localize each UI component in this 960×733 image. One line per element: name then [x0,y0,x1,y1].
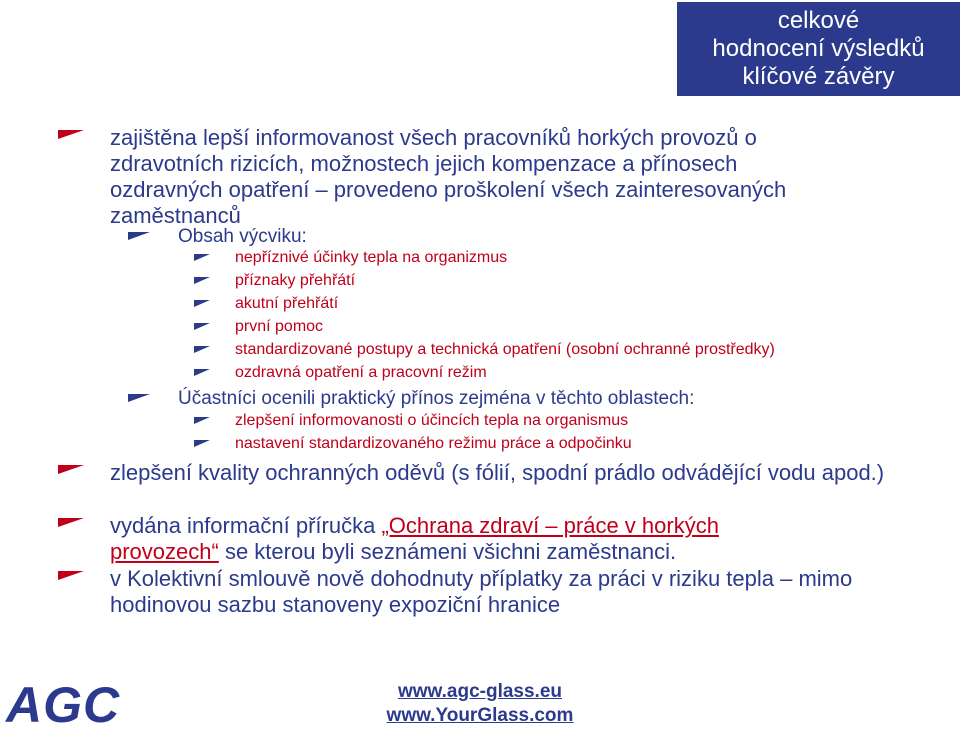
agc-glass-link[interactable]: www.agc-glass.eu [397,681,562,702]
benefit-item: zlepšení informovanosti o účincích tepla na organismus [235,412,629,429]
point-kolektivni-smlouva: v Kolektivní smlouvě nově dohodnuty příplatky za práci v riziku tepla – mimo hodinovou sazbu stanoveny expoziční hranice [110,566,853,617]
bullet-icon [128,394,150,402]
training-heading: Obsah výcviku: [178,226,307,247]
title-line-2: hodnocení výsledků [712,35,925,62]
training-item: nepříznivé účinky tepla na organizmus [235,249,508,266]
training-item: příznaky přehřátí [235,272,356,289]
benefit-item: nastavení standardizovaného režimu práce a odpočinku [235,435,632,452]
training-item: akutní přehřátí [235,295,339,312]
bullet-icon [194,254,210,261]
bullet-icon [194,369,210,376]
title-line-3: klíčové závěry [742,63,895,90]
bullet-icon [58,465,84,474]
bullet-icon [128,232,150,240]
bullet-icon [194,417,210,424]
point-prirucka [110,513,810,565]
bullet-icon [58,518,84,527]
point-informovanost: zajištěna lepší informovanost všech pracovníků horkých provozů o zdravotních rizicích, možnostech jejich kompenzace a přínosech ozdravných opatření – provedeno proškolení všech zainteresovaných zaměstnanců [110,125,787,228]
training-item: standardizované postupy a technická opatření (osobní ochranné prostředky) [235,341,775,358]
bullet-icon [194,440,210,447]
handbook-title: „Ochrana zdraví – práce v horkých provozech“ [110,513,719,564]
yourglass-link[interactable]: www.YourGlass.com [386,705,574,726]
bullet-icon [194,277,210,284]
point-prirucka-prefix: vydána informační příručka [110,513,382,538]
point-prirucka-suffix: se kterou byli seznámeni všichni zaměstnanci. [218,539,677,564]
training-item: první pomoc [235,318,324,335]
agc-logo: AGC [6,677,121,733]
bullet-icon [194,300,210,307]
bullet-icon [58,130,84,139]
benefit-heading: Účastníci ocenili praktický přínos zejména v těchto oblastech: [178,388,695,409]
bullet-icon [194,323,210,330]
point-odevy: zlepšení kvality ochranných oděvů (s fólií, spodní prádlo odvádějící vodu apod.) [110,460,885,485]
title-line-1: celkové [777,7,860,34]
training-item: ozdravná opatření a pracovní režim [235,364,487,381]
bullet-icon [58,571,84,580]
bullet-icon [194,346,210,353]
footer-links [360,680,600,728]
